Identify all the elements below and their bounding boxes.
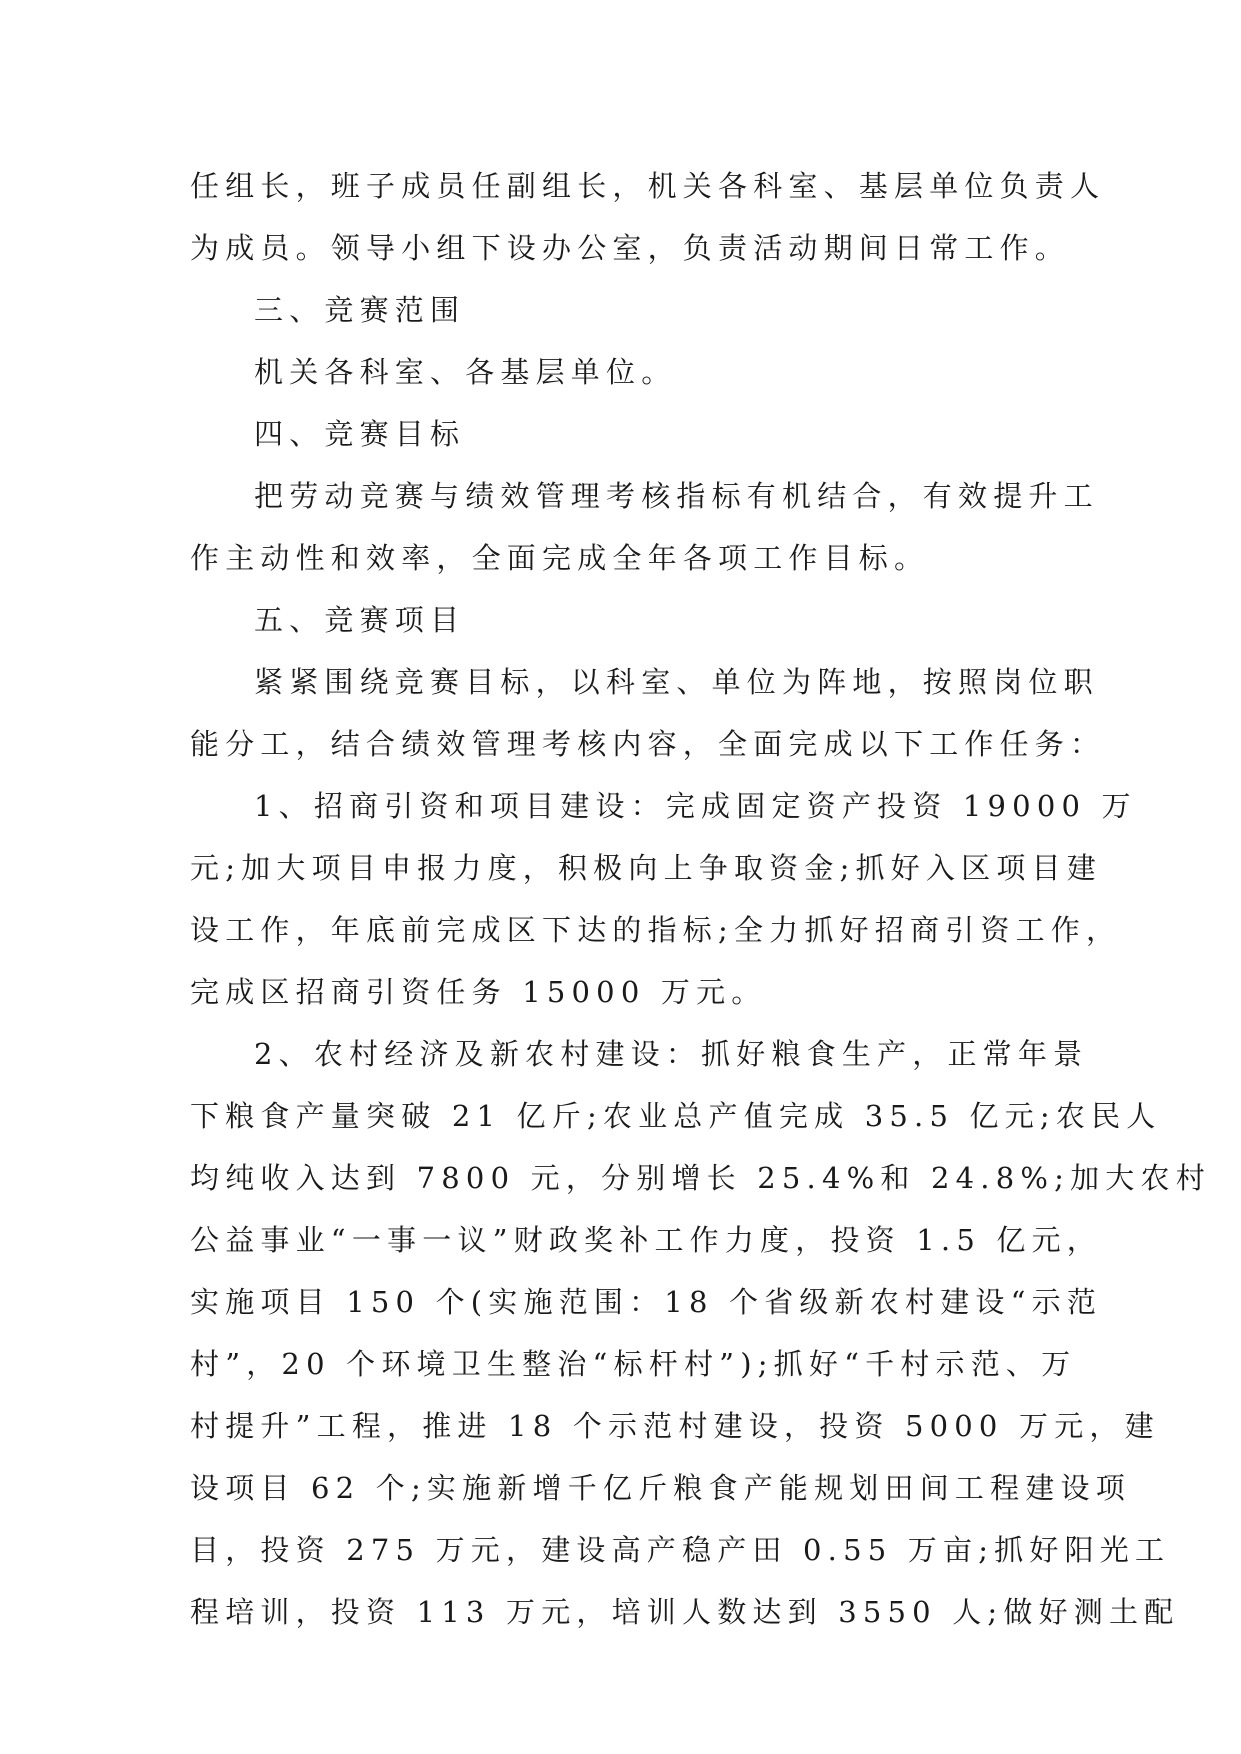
text-line: 完成区招商引资任务 15000 万元。 — [190, 975, 767, 1009]
text-line: 把劳动竞赛与绩效管理考核指标有机结合，有效提升工 — [254, 479, 1099, 513]
section-heading: 三、竞赛范围 — [254, 293, 466, 327]
text-line: 目，投资 275 万元，建设高产稳产田 0.55 万亩;抓好阳光工 — [190, 1533, 1171, 1567]
text-line: 机关各科室、各基层单位。 — [254, 355, 677, 389]
text-line: 任组长，班子成员任副组长，机关各科室、基层单位负责人 — [190, 169, 1106, 203]
text-line: 公益事业“一事一议”财政奖补工作力度，投资 1.5 亿元， — [190, 1223, 1103, 1257]
section-heading: 四、竞赛目标 — [254, 417, 466, 451]
text-line: 设项目 62 个;实施新增千亿斤粮食产能规划田间工程建设项 — [190, 1471, 1131, 1505]
text-line: 元;加大项目申报力度，积极向上争取资金;抓好入区项目建 — [190, 851, 1102, 885]
text-line: 实施项目 150 个(实施范围：18 个省级新农村建设“示范 — [190, 1285, 1103, 1319]
list-item-heading: 2、农村经济及新农村建设：抓好粮食生产，正常年景 — [254, 1037, 1089, 1071]
text-line: 紧紧围绕竞赛目标，以科室、单位为阵地，按照岗位职 — [254, 665, 1099, 699]
text-line: 村提升”工程，推进 18 个示范村建设，投资 5000 万元，建 — [190, 1409, 1160, 1443]
text-line: 为成员。领导小组下设办公室，负责活动期间日常工作。 — [190, 231, 1071, 265]
text-line: 设工作，年底前完成区下达的指标;全力抓好招商引资工作， — [190, 913, 1122, 947]
list-item-heading: 1、招商引资和项目建设：完成固定资产投资 19000 万 — [254, 789, 1137, 823]
document-body — [190, 155, 1211, 1643]
text-line: 下粮食产量突破 21 亿斤;农业总产值完成 35.5 亿元;农民人 — [190, 1099, 1162, 1133]
text-line: 程培训，投资 113 万元，培训人数达到 3550 人;做好测土配 — [190, 1595, 1180, 1629]
section-heading: 五、竞赛项目 — [254, 603, 466, 637]
text-line: 能分工，结合绩效管理考核内容，全面完成以下工作任务： — [190, 727, 1106, 761]
text-line: 村”，20 个环境卫生整治“标杆村”);抓好“千村示范、万 — [190, 1347, 1077, 1381]
text-line: 均纯收入达到 7800 元，分别增长 25.4%和 24.8%;加大农村 — [190, 1161, 1211, 1195]
text-line: 作主动性和效率，全面完成全年各项工作目标。 — [190, 541, 930, 575]
